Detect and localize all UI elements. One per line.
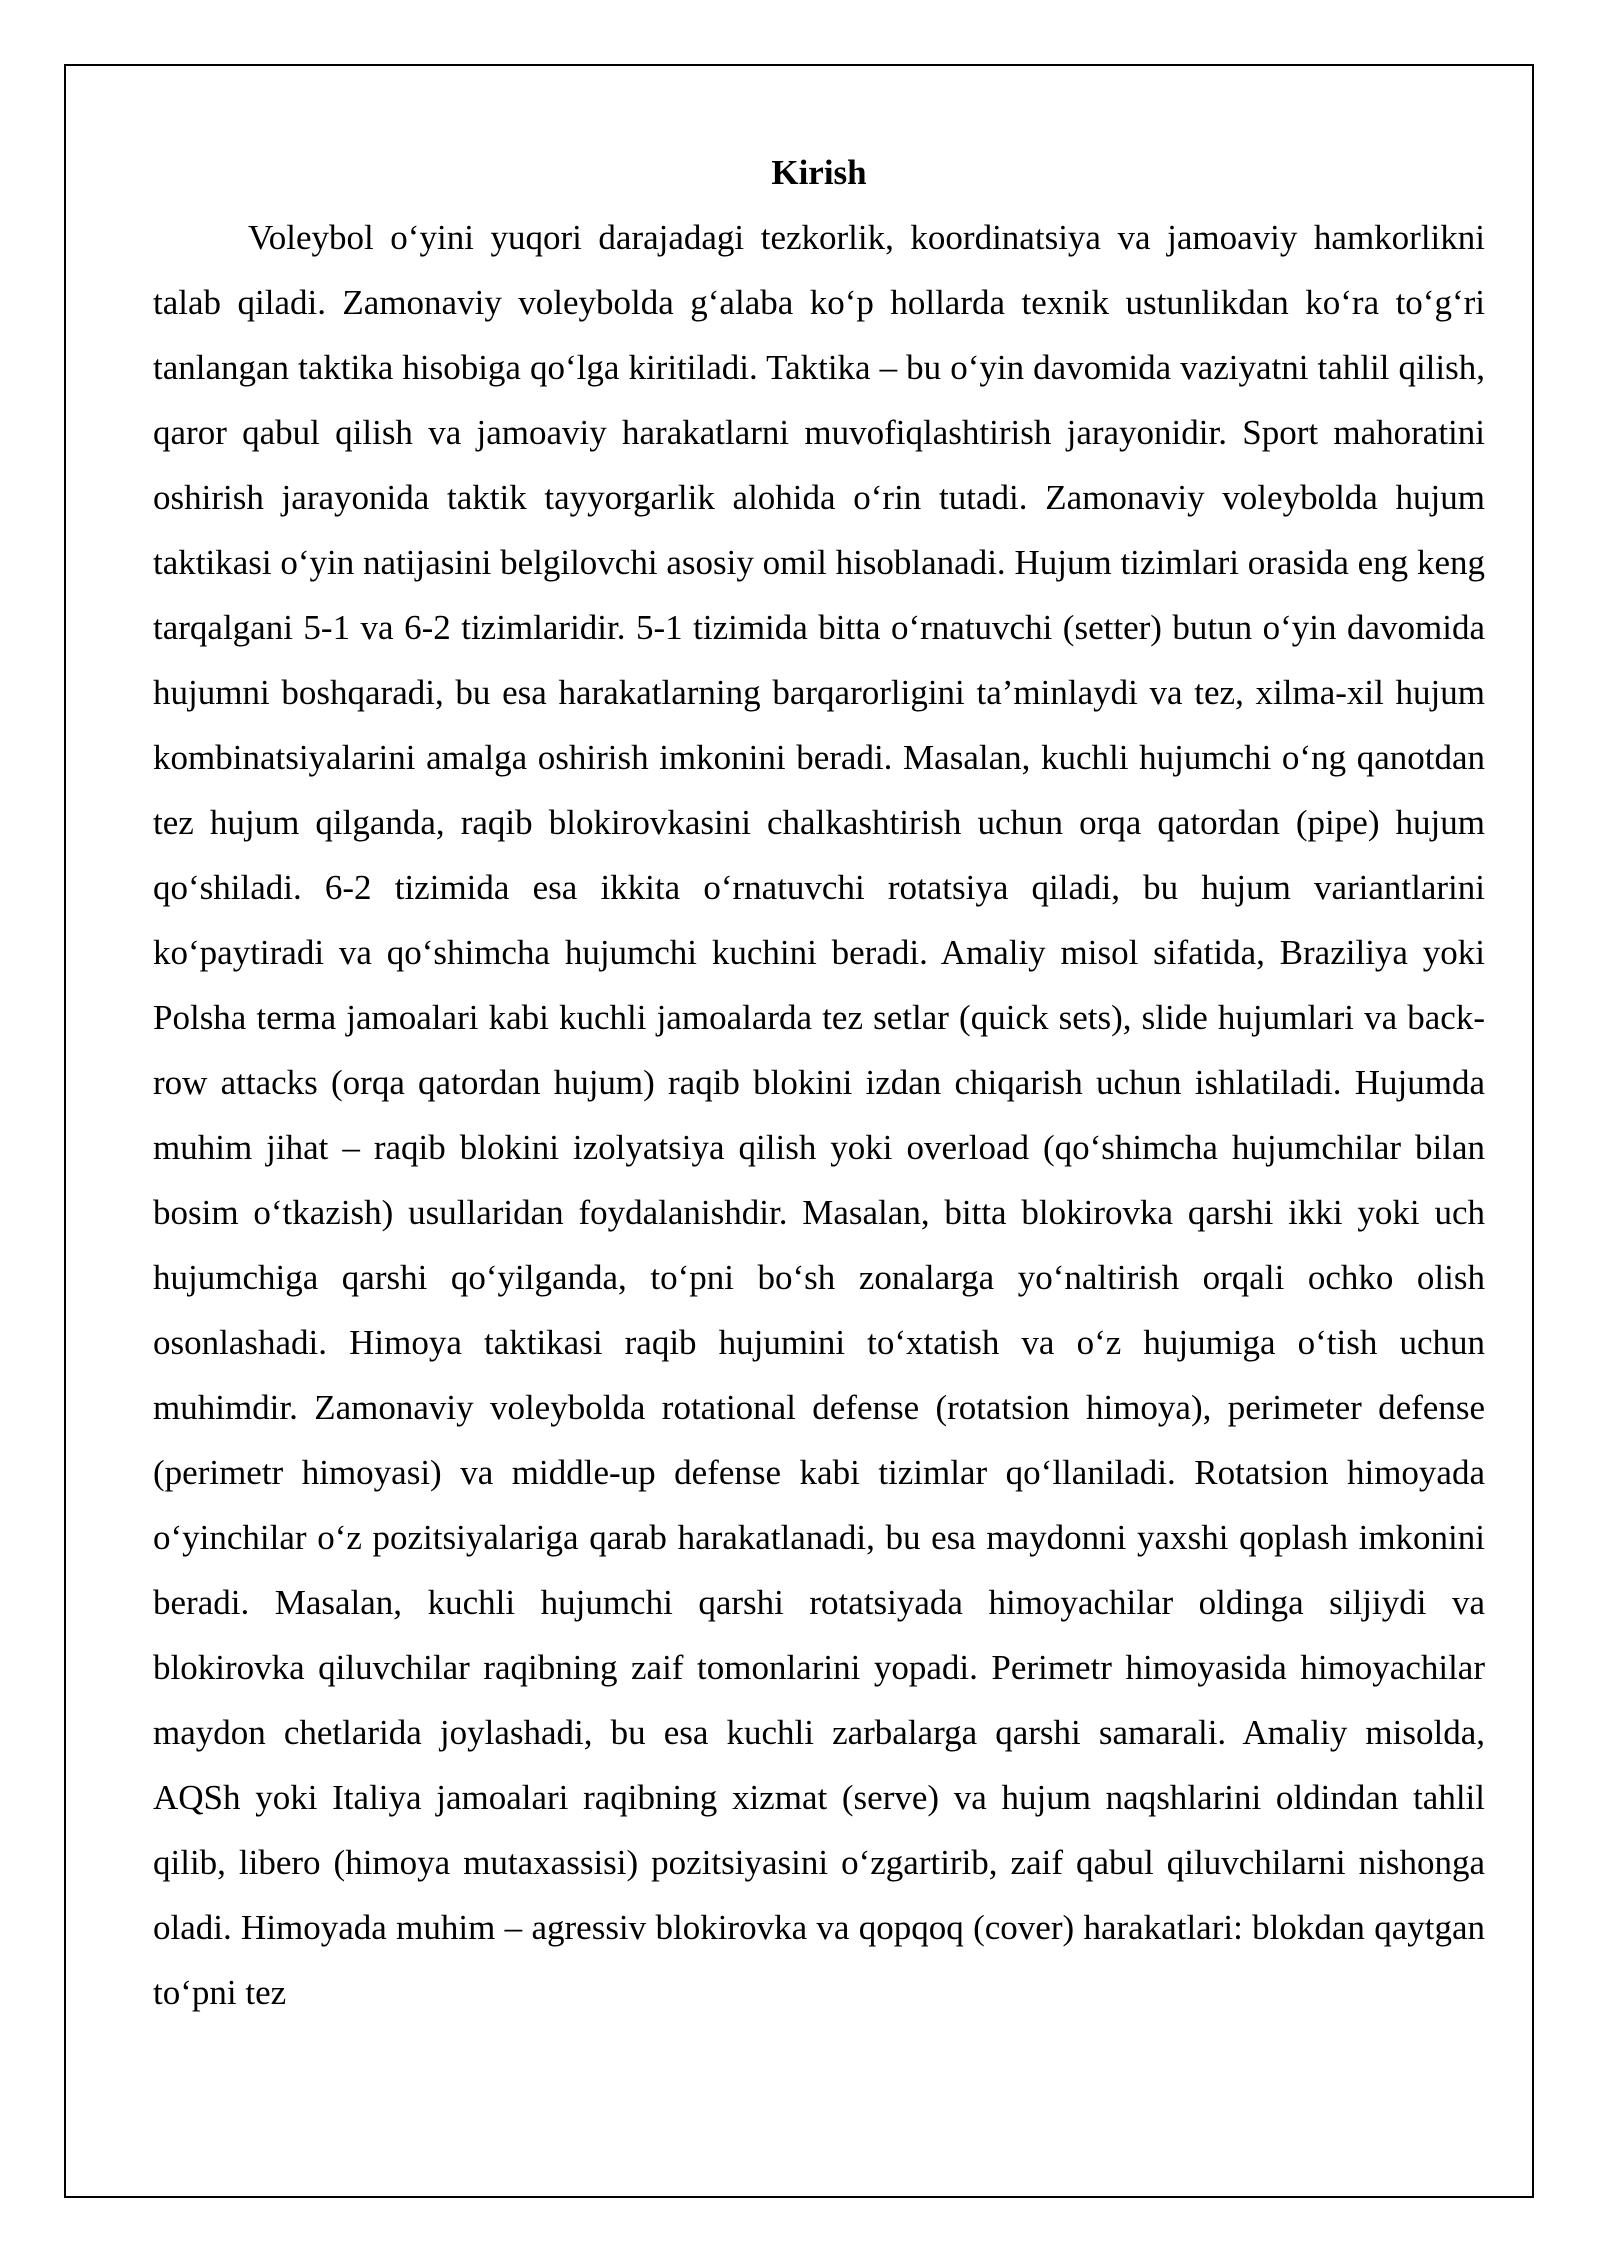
body-paragraph: Voleybol o‘yini yuqori darajadagi tezkorlik, koordinatsiya va jamoaviy hamkorlikni talab qiladi. Zamonaviy voleybolda g‘alaba ko‘p hollarda texnik ustunlikdan ko‘ra to‘g‘ri tanlangan taktika hisobiga qo‘lga kiritiladi. Taktika – bu o‘yin davomida vaziyatni tahlil qilish, qaror qabul qilish va jamoaviy harakatlarni muvofiqlashtirish jarayonidir. Sport mahoratini oshirish jarayonida taktik tayyorgarlik alohida o‘rin tutadi. Zamonaviy voleybolda hujum taktikasi o‘yin natijasini belgilovchi asosiy omil hisoblanadi. Hujum tizimlari orasida eng keng tarqalgani 5-1 va 6-2 tizimlaridir. 5-1 tizimida bitta o‘rnatuvchi (setter) butun o‘yin davomida hujumni boshqaradi, bu esa harakatlarning barqarorligini ta’minlaydi va tez, xilma-xil hujum kombinatsiyalarini amalga oshirish imkonini beradi. Masalan, kuchli hujumchi o‘ng qanotdan tez hujum qilganda, raqib blokirovkasini chalkashtirish uchun orqa qatordan (pipe) hujum qo‘shiladi. 6-2 tizimida esa ikkita o‘rnatuvchi rotatsiya qiladi, bu hujum variantlarini ko‘paytiradi va qo‘shimcha hujumchi kuchini beradi. Amaliy misol sifatida, Braziliya yoki Polsha terma jamoalari kabi kuchli jamoalarda tez setlar (quick sets), slide hujumlari va back-row attacks (orqa qatordan hujum) raqib blokini izdan chiqarish uchun ishlatiladi. Hujumda muhim jihat – raqib blokini izolyatsiya qilish yoki overload (qo‘shimcha hujumchilar bilan bosim o‘tkazish) usullaridan foydalanishdir. Masalan, bitta blokirovka qarshi ikki yoki uch hujumchiga qarshi qo‘yilganda, to‘pni bo‘sh zonalarga yo‘naltirish orqali ochko olish osonlashadi. Himoya taktikasi raqib hujumini to‘xtatish va o‘z hujumiga o‘tish uchun muhimdir. Zamonaviy voleybolda rotational defense (rotatsion himoya), perimeter defense (perimetr himoyasi) va middle-up defense kabi tizimlar qo‘llaniladi. Rotatsion himoyada o‘yinchilar o‘z pozitsiyalariga qarab harakatlanadi, bu esa maydonni yaxshi qoplash imkonini beradi. Masalan, kuchli hujumchi qarshi rotatsiyada himoyachilar oldinga siljiydi va blokirovka qiluvchilar raqibning zaif tomonlarini yopadi. Perimetr himoyasida himoyachilar maydon chetlarida joylashadi, bu esa kuchli zarbalarga qarshi samarali. Amaliy misolda, AQSh yoki Italiya jamoalari raqibning xizmat (serve) va hujum naqshlarini oldindan tahlil qilib, libero (himoya mutaxassisi) pozitsiyasini o‘zgartirib, zaif qabul qiluvchilarni nishonga oladi. Himoyada muhim – agressiv blokirovka va qopqoq (cover) harakatlari: blokdan qaytgan to‘pni tez <box>153 218 1485 2012</box>
document-title: Kirish <box>771 153 867 192</box>
document-content <box>153 140 1485 2025</box>
